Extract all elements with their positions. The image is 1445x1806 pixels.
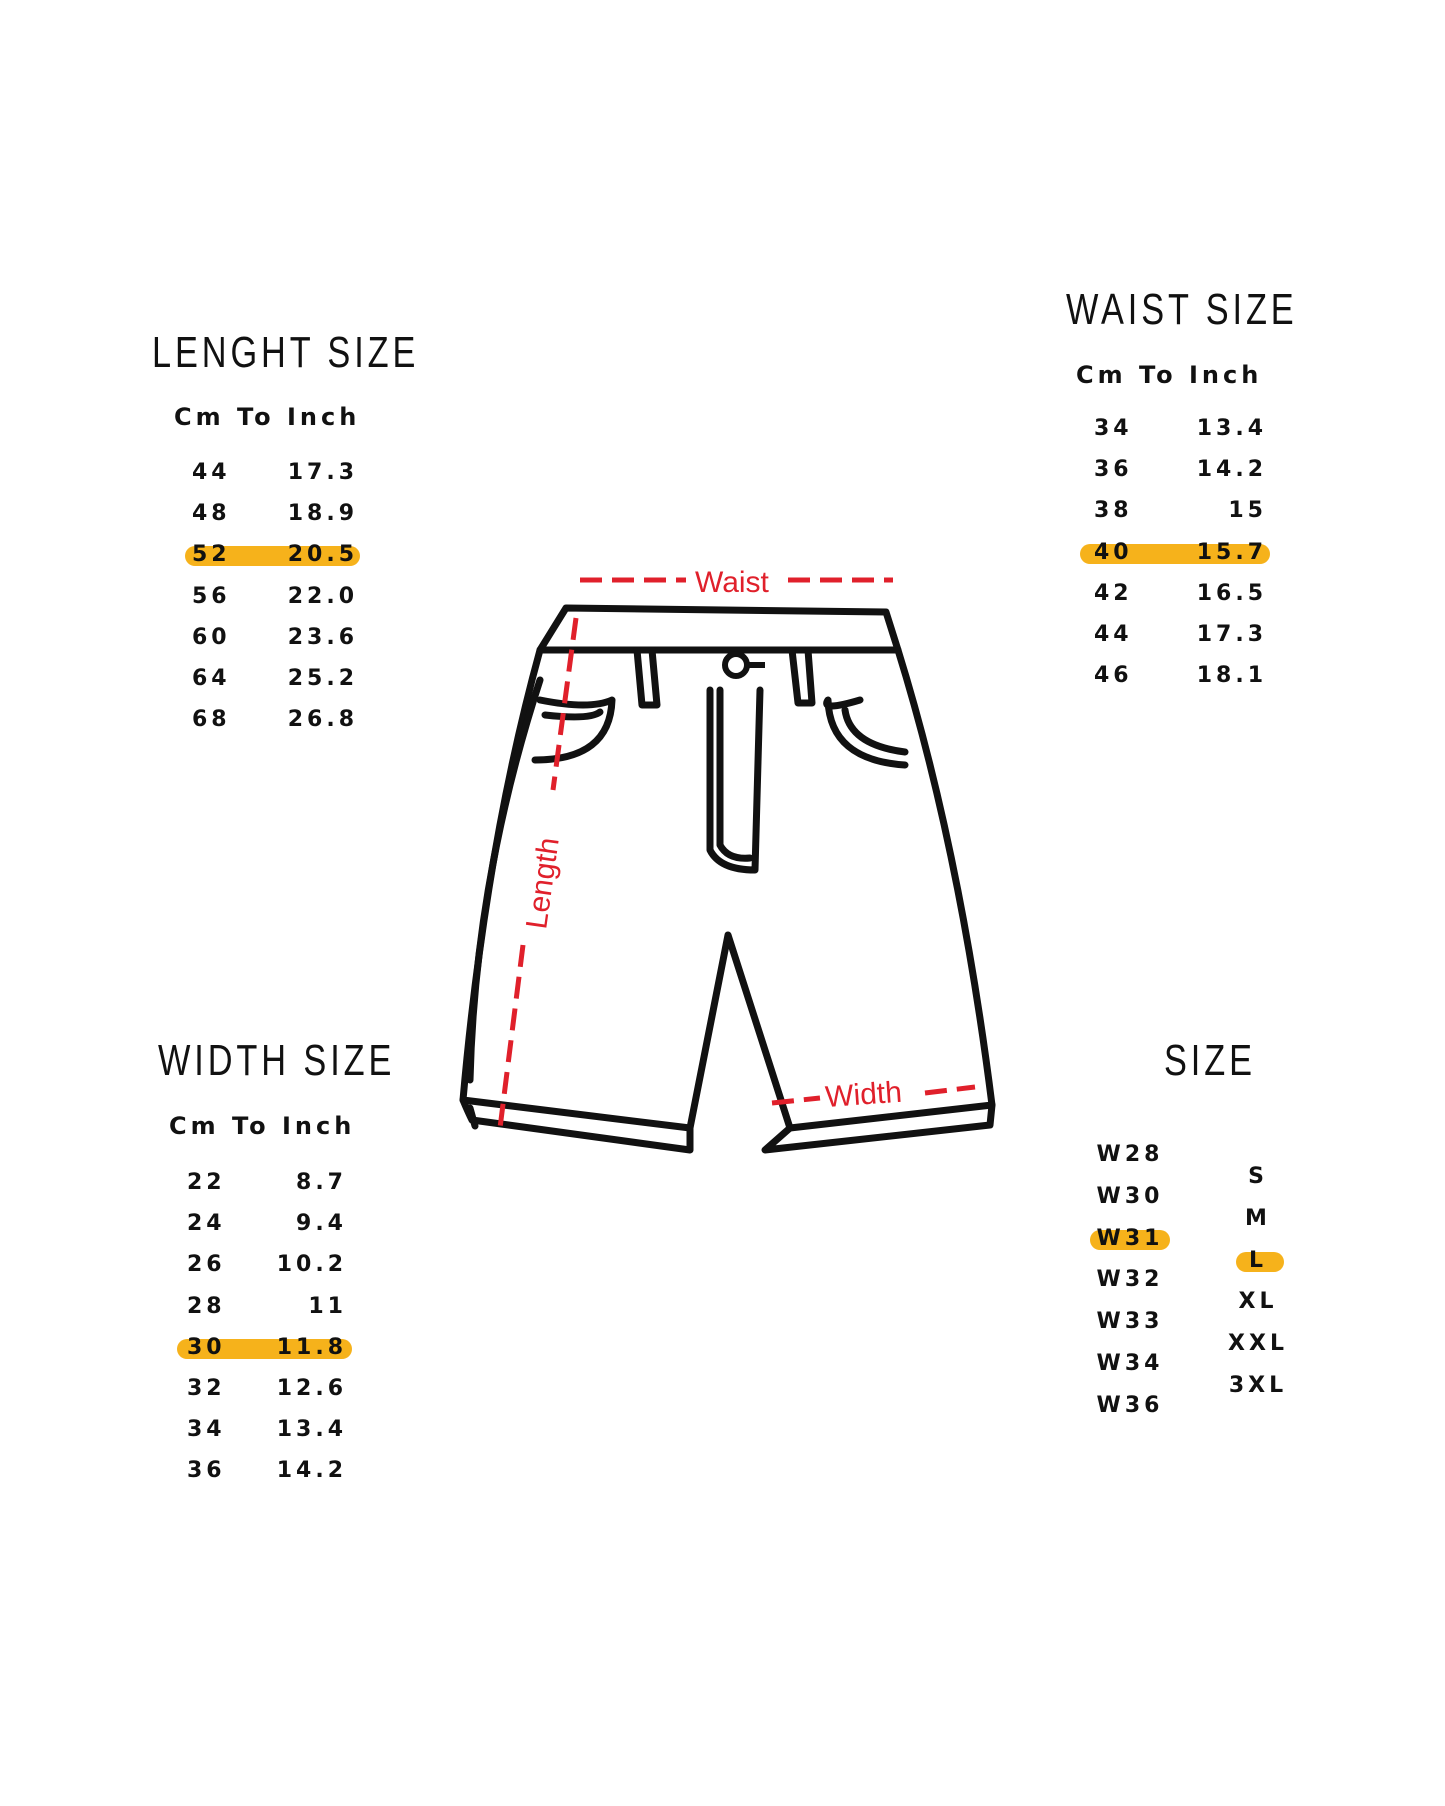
waist-cm-value: 36 [1094, 457, 1133, 483]
waist-size-label: W30 [1096, 1183, 1164, 1209]
width-inch-value: 12.6 [276, 1376, 347, 1401]
width-inch-value: 11 [308, 1293, 347, 1319]
letter-size-label: M [1245, 1205, 1271, 1231]
width-cm-value: 32 [187, 1376, 226, 1401]
letter-size-label: L [1248, 1247, 1268, 1273]
length-cm-value: 44 [192, 460, 231, 485]
width-inch-value: 11.8 [276, 1334, 347, 1360]
waist-inch-value: 16.5 [1196, 580, 1267, 606]
button-icon [725, 654, 747, 676]
length-inch-value: 18.9 [287, 501, 358, 527]
waist-cm-value: 42 [1094, 580, 1133, 606]
waist-inch-value: 14.2 [1196, 457, 1267, 483]
width-cm-value: 28 [187, 1293, 226, 1319]
width-size-subtitle: Cm To Inch [169, 1112, 356, 1140]
waist-cm-value: 34 [1094, 416, 1133, 441]
length-cm-value: 48 [192, 501, 231, 527]
length-inch-value: 23.6 [287, 624, 358, 650]
waist-inch-value: 15 [1228, 498, 1267, 524]
waist-inch-value: 15.7 [1196, 539, 1267, 565]
waist-size-label: W33 [1096, 1309, 1164, 1335]
length-measure-line-bottom [500, 945, 523, 1128]
length-cm-value: 64 [192, 666, 231, 691]
waist-cm-value: 46 [1094, 663, 1133, 689]
waist-size-label: W36 [1096, 1392, 1164, 1418]
length-size-title: LENGHT SIZE [152, 328, 420, 377]
letter-size-label: S [1248, 1164, 1268, 1189]
length-inch-value: 26.8 [287, 707, 358, 733]
length-cm-value: 52 [192, 542, 231, 568]
length-inch-value: 22.0 [287, 583, 358, 609]
waist-size-label: W32 [1096, 1267, 1164, 1293]
waist-cm-value: 44 [1094, 622, 1133, 647]
waist-cm-value: 38 [1094, 498, 1133, 524]
length-size-subtitle: Cm To Inch [174, 403, 361, 431]
width-size-title: WIDTH SIZE [158, 1036, 396, 1085]
waist-size-label: W34 [1096, 1351, 1164, 1376]
waist-size-label: W28 [1096, 1142, 1164, 1167]
width-cm-value: 22 [187, 1170, 226, 1195]
width-inch-value: 9.4 [296, 1211, 347, 1237]
width-inch-value: 13.4 [276, 1417, 347, 1443]
waist-inch-value: 18.1 [1196, 663, 1267, 689]
waist-inch-value: 17.3 [1196, 622, 1267, 647]
width-measure-line-right [925, 1087, 975, 1093]
width-inch-value: 14.2 [276, 1458, 347, 1484]
waist-size-label: W31 [1096, 1225, 1164, 1251]
length-inch-value: 20.5 [287, 542, 358, 568]
letter-size-label: 3XL [1228, 1373, 1288, 1398]
letter-size-label: XL [1238, 1289, 1278, 1315]
width-cm-value: 36 [187, 1458, 226, 1484]
width-inch-value: 8.7 [296, 1170, 347, 1195]
width-inch-value: 10.2 [276, 1252, 347, 1278]
width-cm-value: 24 [187, 1211, 226, 1237]
width-cm-value: 26 [187, 1252, 226, 1278]
length-inch-value: 25.2 [287, 666, 358, 691]
waist-size-title: WAIST SIZE [1066, 285, 1298, 334]
length-inch-value: 17.3 [287, 460, 358, 485]
waist-size-subtitle: Cm To Inch [1076, 361, 1263, 389]
length-cm-value: 60 [192, 624, 231, 650]
length-cm-value: 68 [192, 707, 231, 733]
waist-inch-value: 13.4 [1196, 416, 1267, 441]
width-label: Width [824, 1075, 903, 1114]
waist-cm-value: 40 [1094, 539, 1133, 565]
width-cm-value: 34 [187, 1417, 226, 1443]
length-label: Length [520, 835, 566, 931]
size-title: SIZE [1164, 1036, 1256, 1085]
waist-label: Waist [695, 566, 769, 599]
length-cm-value: 56 [192, 583, 231, 609]
letter-size-label: XXL [1228, 1331, 1288, 1357]
width-cm-value: 30 [187, 1334, 226, 1360]
